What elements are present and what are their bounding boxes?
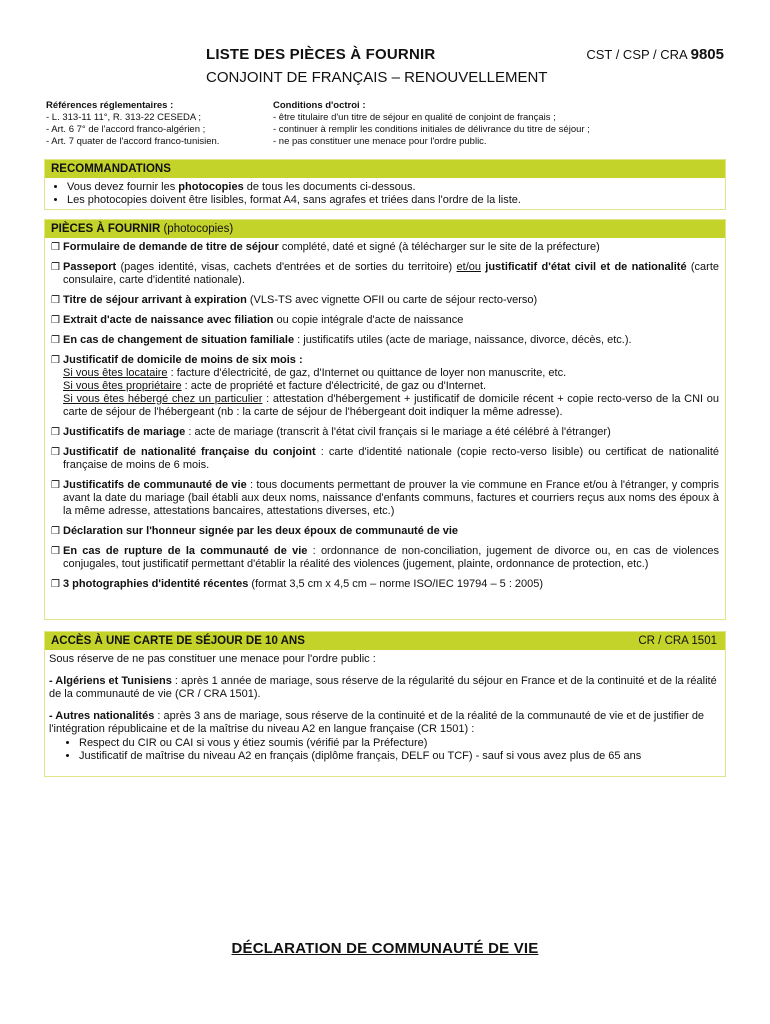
- conditions-heading: Conditions d'octroi :: [273, 100, 366, 111]
- acces-code: CR / CRA 1501: [638, 635, 717, 647]
- checkbox-icon: ❒: [51, 427, 60, 438]
- page-subtitle: CONJOINT DE FRANÇAIS – RENOUVELLEMENT: [206, 69, 548, 86]
- reference-line: - L. 313-11 11°, R. 313-22 CESEDA ;: [46, 112, 202, 123]
- checkbox-icon: ❒: [51, 579, 60, 590]
- page-title: LISTE DES PIÈCES À FOURNIR: [206, 46, 436, 63]
- condition-line: - ne pas constituer une menace pour l'ordre public.: [273, 136, 487, 147]
- checkbox-icon: ❒: [51, 262, 60, 273]
- acces-section: [44, 631, 726, 777]
- checkbox-icon: ❒: [51, 447, 60, 458]
- checklist-item: ❒ 3 photographies d'identité récentes (format 3,5 cm x 4,5 cm – norme ISO/IEC 19794 – 5 : 2005): [51, 578, 544, 590]
- acces-paragraph: - Algériens et Tunisiens : après 1 année de mariage, sous réserve de la régularité du séjour en France et de la continuité et de la réalité de la communauté de vie (CR / CRA 1501).: [49, 675, 717, 700]
- condition-line: - être titulaire d'un titre de séjour en qualité de conjoint de français ;: [273, 112, 556, 123]
- acces-body: [45, 650, 725, 763]
- recommandations-list: [45, 181, 725, 207]
- list-item: • Les photocopies doivent être lisibles, format A4, sans agrafes et triées dans l'ordre de la liste.: [67, 194, 725, 207]
- checkbox-icon: ❒: [51, 546, 60, 557]
- checkbox-icon: ❒: [51, 355, 60, 366]
- checkbox-icon: ❒: [51, 335, 60, 346]
- checklist-item: ❒ Titre de séjour arrivant à expiration (VLS-TS avec vignette OFII ou carte de séjour recto-verso): [51, 294, 538, 306]
- pieces-title: PIÈCES À FOURNIR (photocopies): [45, 220, 725, 238]
- checklist-item: ❒ Formulaire de demande de titre de séjour complété, daté et signé (à télécharger sur le site de la préfecture): [51, 241, 600, 253]
- checkbox-icon: ❒: [51, 242, 60, 253]
- pieces-section: [44, 219, 726, 620]
- declaration-title: DÉCLARATION DE COMMUNAUTÉ DE VIE: [231, 940, 539, 957]
- checklist-item: ❒ Justificatif de domicile de moins de six mois : Si vous êtes locataire : facture d'électricité, de gaz, d'Internet ou quittance de loyer non manuscrite, etc. Si vous êtes propriétaire : acte de propriété et facture d'électricité, de gaz ou d'Internet. Si vous êtes hébergé chez un particulier : attestation d'hébergement + justificatif de domicile récent + copie recto-verso de la CNI ou carte de séjour de l'hébergeant (nb : la carte de séjour de l'hébergeant doit indiquer la même adresse).: [51, 354, 719, 418]
- reference-line: - Art. 7 quater de l'accord franco-tunisien.: [46, 136, 220, 147]
- reference-line: - Art. 6 7° de l'accord franco-algérien ;: [46, 124, 206, 135]
- references-heading: Références réglementaires :: [46, 100, 174, 111]
- pieces-list: [45, 238, 725, 591]
- checklist-item: ❒ Justificatifs de communauté de vie : tous documents permettant de prouver la vie commune en France et/ou à l'étranger, y compris avant la date du mariage (bail établi aux deux noms, naissance d'enfants communs, factures et courriers reçus aux noms des époux à la même adresse, attestations bancaires, attestations diverses, etc.): [51, 479, 719, 517]
- form-code: [586, 46, 724, 63]
- checklist-item: ❒ Justificatif de nationalité française du conjoint : carte d'identité nationale (copie recto-verso lisible) ou certificat de nationalité française de moins de 6 mois.: [51, 446, 719, 471]
- form-code-number: 9805: [690, 46, 724, 63]
- acces-list: [49, 737, 719, 763]
- checklist-item: ❒ Passeport (pages identité, visas, cachets d'entrées et de sorties du territoire) et/ou justificatif d'état civil et de nationalité (carte consulaire, carte d'identité nationale).: [51, 261, 719, 286]
- checklist-item: ❒ Justificatifs de mariage : acte de mariage (transcrit à l'état civil français si le mariage a été célébré à l'étranger): [51, 426, 611, 438]
- checkbox-icon: ❒: [51, 295, 60, 306]
- list-item: • Vous devez fournir les photocopies de tous les documents ci-dessous.: [67, 181, 725, 194]
- acces-title: ACCÈS À UNE CARTE DE SÉJOUR DE 10 ANS CR / CRA 1501: [45, 632, 725, 650]
- acces-intro: Sous réserve de ne pas constituer une menace pour l'ordre public :: [49, 653, 376, 665]
- list-item: • Justificatif de maîtrise du niveau A2 en français (diplôme français, DELF ou TCF) - sauf si vous avez plus de 65 ans: [79, 750, 719, 763]
- list-item: • Respect du CIR ou CAI si vous y étiez soumis (vérifié par la Préfecture): [79, 737, 719, 750]
- condition-line: - continuer à remplir les conditions initiales de délivrance du titre de séjour ;: [273, 124, 590, 135]
- checkbox-icon: ❒: [51, 526, 60, 537]
- recommandations-section: [44, 159, 726, 210]
- references-block: [46, 100, 266, 148]
- checklist-item: ❒ Déclaration sur l'honneur signée par les deux époux de communauté de vie: [51, 525, 459, 537]
- checklist-item: ❒ Extrait d'acte de naissance avec filiation ou copie intégrale d'acte de naissance: [51, 314, 464, 326]
- conditions-block: [273, 100, 733, 148]
- acces-paragraph: - Autres nationalités : après 3 ans de mariage, sous réserve de la continuité et de la réalité de la communauté de vie et de justifier de l'intégration républicaine et de la maîtrise du niveau A2 en langue française (CR 1501) :: [49, 710, 705, 735]
- checkbox-icon: ❒: [51, 480, 60, 491]
- form-code-prefix: CST / CSP / CRA: [586, 47, 687, 62]
- recommandations-title: RECOMMANDATIONS: [45, 160, 725, 178]
- checklist-item: ❒ En cas de rupture de la communauté de vie : ordonnance de non-conciliation, jugement de divorce ou, en cas de violences conjugales, tout justificatif permettant d'établir la réalité des violences (jugement, plainte, ordonnance de protection, etc.): [51, 545, 719, 570]
- checkbox-icon: ❒: [51, 315, 60, 326]
- checklist-item: ❒ En cas de changement de situation familiale : justificatifs utiles (acte de mariage, naissance, divorce, décès, etc.).: [51, 334, 632, 346]
